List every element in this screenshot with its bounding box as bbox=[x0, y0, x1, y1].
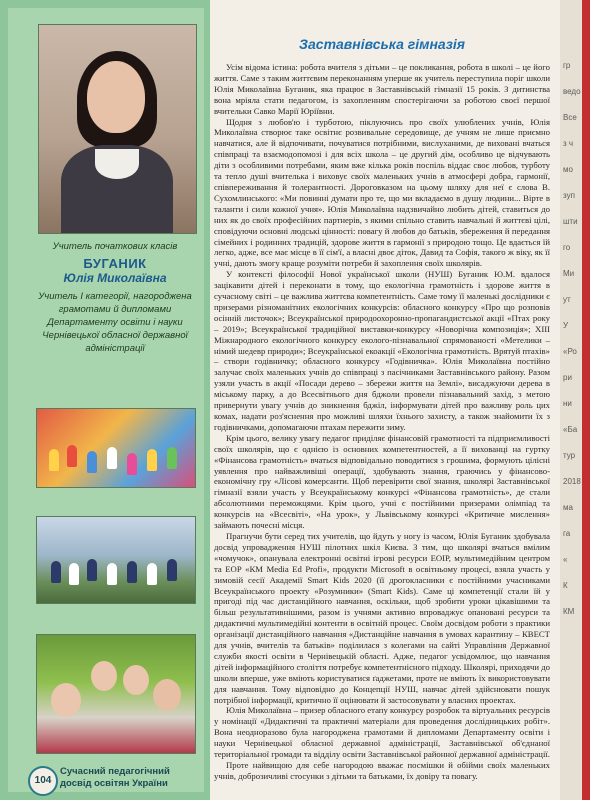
book-series-line-1: Сучасний педагогічний bbox=[60, 766, 170, 777]
article-paragraph: Юлія Миколаївна – призер обласного етапу конкурсу розробок та віртуальних ресурсів у номінації «Дидактичні та практичні матеріали для проведення дослідницьких робіт». Вона неодноразово була нагороджена грамотами й дипломами Департаменту освіти і науки Чернівецької обласної державної адміністрації, Заставнівської об'єднаної територіальної громади та відділу освіти Заставнівської районної державної адміністрації. bbox=[214, 705, 550, 760]
article-paragraph: Усім відома істина: робота вчителя з дітьми – це покликання, робота в школі – це його життя. Саме з таким життєвим переконанням уперше як учитель переступила поріг школи Юлія Миколаївна Буганик, яка працює в Заставнівській гімназії 15 років. З дитинства вона мріяла стати педагогом, із захопленням спостерігаючи за роботою своєї першої вчительки Савко Марії Юріївни. bbox=[214, 62, 550, 116]
adjacent-page-text-fragment: КМ bbox=[563, 607, 575, 616]
article bbox=[214, 28, 550, 782]
article-paragraph: Крім цього, велику увагу педагог приділяє фінансовій грамотності та підприємливості своїх школярів, що є однією із основних компетентностей, а її вихованці на гуртку «Фінансова грамотність» вчаться відповідально поводитися з грошима, формують цілісні уявлення про найважливіші операції, здобувають знання, граючись у фінансово-економічну гру «Лісові комерсанти. Щоб перевірити свої знання, школярі Заставнівської гімназії взяли участь у Всеукраїнському конкурсі «Фінансова грамотність», де стали абсолютними переможцями. Крім цього, учні є постійними призерами олімпіад та конкурсів на «Всесвіті», «На урок», у Львівському конкурсі «Критичне мислення» займають почесні місця. bbox=[214, 432, 550, 531]
book-series-line-2: досвід освітян України bbox=[60, 778, 168, 789]
article-paragraph: У контексті філософії Нової української школи (НУШ) Буганик Ю.М. вдалося зацікавити дітей і переконати в тому, що екологічна грамотність і здорове життя в сучасному світі – це важлива життєва компетентність. Саме тому її маленькі дослідники є призерами різноманітних екологічних конкурсів: обласного конкурсу «Про що розповів осінній листочок»; Всеукраїнської природоохоронно-пропагандистської акції «Птах року – 2019»; Всеукраїнської традиційної виставки-конкурсу «Новорічна композиція»; XIII Міжнародного екологічного конкурсу еколого-пізнавальної спрямованості «Метелики – німий шедевр природи»; Всеукраїнської екоакції «Екологічна грамотність. Врятуй птахів» – створи годівничку; обласного конкурсу «Годівничка». Юлія Миколаївна постійно залучає своїх маленьких учнів до співпраці з пасічниками Заставнівського району. Разом узяли участь в акції «Посади дерево – збережи життя на Землі», висаджуючи дерева в міському парку, а до Всесвітнього дня бджоли провели пізнавальний захід, з метою привернути увагу учнів до зникнення бджіл, інформувати дітей про важливу роль цих комах, надати роз'яснення про можливі шляхи їхнього захисту, а також знайомити їх з годівничками, допомагаючи птахам пережити зиму. bbox=[214, 269, 550, 432]
article-title: Заставнівська гімназія bbox=[299, 36, 465, 52]
book-spine bbox=[582, 0, 590, 800]
adjacent-page-text-fragment: мо bbox=[563, 165, 573, 174]
page-number: 104 bbox=[28, 766, 58, 796]
book-series-title bbox=[60, 766, 210, 790]
adjacent-page-text-fragment: ни bbox=[563, 399, 572, 408]
adjacent-page-text-fragment: « bbox=[563, 555, 568, 564]
adjacent-page-text-fragment: шти bbox=[563, 217, 578, 226]
profile-sidebar bbox=[0, 0, 210, 800]
teacher-name: Юлія Миколаївна bbox=[63, 271, 167, 285]
family-photo bbox=[36, 634, 196, 754]
adjacent-page-text-fragment: ут bbox=[563, 295, 571, 304]
adjacent-page-text-fragment: «Ро bbox=[563, 347, 577, 356]
outdoor-class-photo bbox=[36, 516, 196, 604]
adjacent-page-edge bbox=[560, 0, 582, 800]
article-paragraph: Щодня з любов'ю і турботою, піклуючись про своїх улюблених учнів, Юлія Миколаївна створює таке освітнє розвивальне середовище, де учням не лише приємно навчатися, але й відпочивати, почуватися потрібними, вислуханими, де виховані вчаться співпраці та взаємодопомозі і для всіх школа – це другий дім, особливо це відчувають діти з особливими потребами, яким вже кілька років поспіль віддає своє любов, турботу та тепло душі вчителька і виховує своїх маленьких учнів в атмосфері добра, гармонії, співпереживання й толерантності. Дороговказом на цьому шляху для неї є слова В. Сухомлинського: «Ми повинні думати про те, що ми вкладаємо в душу людини... Вірте в таланти і сили кожної учня». Юлія Миколаївна надзвичайно любить дітей, ставиться до них як до своїх професійних партнерів, з якими спільно ставить навчальні й життєві цілі, сповідуючи основні людські цінності: повагу й любов до батьків, збереження й передання сімейних і родинних традицій, здорове життя в гармонії з природою тощо. Це вдається їй легко, адже, все має місце в її сім'ї, а власні двоє діток, Давид та Софія, такого ж віку, як її учні, дають змогу краще розуміти потреби й захоплення своїх школярів. bbox=[214, 116, 550, 269]
teacher-awards: Учитель І категорії, нагороджена грамотами й дипломами Департаменту освіти і науки Чернівецької обласної державної адміністрації bbox=[38, 291, 192, 354]
adjacent-page-text-fragment: Ми bbox=[563, 269, 575, 278]
adjacent-page-text-fragment: К bbox=[563, 581, 568, 590]
adjacent-page-text-fragment: ри bbox=[563, 373, 572, 382]
teacher-surname: БУГАНИК bbox=[83, 256, 147, 271]
adjacent-page-text-fragment: 2018 bbox=[563, 477, 581, 486]
article-paragraph: Прагнучи бути серед тих учителів, що йдуть у ногу із часом, Юлія Буганик здобувала досвід упровадження НУШ пілотних шкіл Києва. З тим, що школярі вчаться вмілим «чомучок», опанувала електронні освітні ігрові ресурси ЕОІР, мультимедійним центром та ЕОР «КМ Media Ed Profi», продукти Microsoft в освітньому процесі, взяла участь у зимовій сесії Академії Smart Kids 2020 (її дрогокласники є постійними учасниками Всеукраїнського проекту «Розумники» (Smart Kids). Саме ці компетенції стали їй у пригоді під час дистанційного навчання, оскільки, щоб зробити уроки цікавішими та більш результативнішими, разом із учнями активно впроваджує опановані ресурси та дидактичні мультимедійні контенти в освітній процес. Своїм досвідом роботи з практики організації дистанційного навчання «Дистанційне навчання в умовах карантину – КВЕСТ для учнів, вчителів та батьків» поділилася з колегами на сайті Управління Державної служби якості освіти в Чернівецькій області. Адже, педагог усвідомлює, що навчання дітей інформаційного століття потребує компетентнісного підходу. Школярі, приходячи до школи вперше, уже вміють користуватися ґаджетами, проте не вміють їх використовувати для навчання. Тому відповідно до Концепції НУШ, навчає дітей здійснювати пошук потрібної інформації, критично її оцінювати й застосовувати у власних проектах. bbox=[214, 530, 550, 705]
article-paragraph: Проте найвищою для себе нагородою вважає посмішки й обійми своїх маленьких учнів, доброзичливі стосунки з дітьми та батьками, їх довіру та повагу. bbox=[214, 760, 550, 781]
adjacent-page-text-fragment: ведо bbox=[563, 87, 581, 96]
adjacent-page-text-fragment: гр bbox=[563, 61, 571, 70]
adjacent-page-text-fragment: зуп bbox=[563, 191, 575, 200]
adjacent-page-text-fragment: тур bbox=[563, 451, 576, 460]
adjacent-page-text-fragment: ма bbox=[563, 503, 573, 512]
teacher-role: Учитель початкових класів bbox=[52, 241, 178, 252]
teacher-portrait-photo bbox=[38, 24, 197, 234]
adjacent-page-text-fragment: У bbox=[563, 321, 569, 330]
adjacent-page-text-fragment: га bbox=[563, 529, 571, 538]
classroom-photo bbox=[36, 408, 196, 488]
adjacent-page-text-fragment: го bbox=[563, 243, 571, 252]
adjacent-page-text-fragment: з ч bbox=[563, 139, 574, 148]
adjacent-page-text-fragment: Все bbox=[563, 113, 577, 122]
adjacent-page-text-fragment: «Ба bbox=[563, 425, 578, 434]
